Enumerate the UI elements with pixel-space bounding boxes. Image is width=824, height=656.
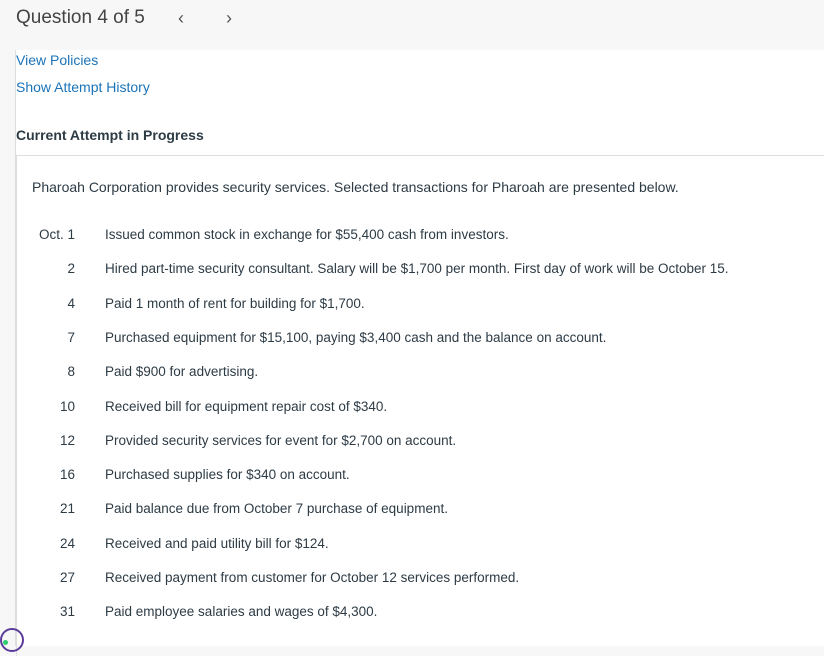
question-title: Question 4 of 5 — [16, 7, 145, 28]
transaction-description: Provided security services for event for $2,700 on account. — [105, 432, 457, 448]
question-intro: Pharoah Corporation provides security services. Selected transactions for Pharoah are presented below. — [32, 179, 679, 195]
chevron-right-icon[interactable]: › — [226, 8, 232, 28]
transaction-date: 4 — [67, 295, 75, 311]
transaction-date: 10 — [59, 398, 75, 414]
view-policies-link[interactable]: View Policies — [16, 52, 99, 68]
show-attempt-history-link[interactable]: Show Attempt History — [16, 79, 150, 95]
transaction-description: Received bill for equipment repair cost of $340. — [105, 398, 388, 414]
transaction-date: 7 — [67, 329, 75, 345]
transaction-description: Purchased equipment for $15,100, paying $3,400 cash and the balance on account. — [105, 329, 607, 345]
transaction-description: Received payment from customer for October 12 services performed. — [105, 570, 520, 585]
status-dot-icon — [3, 640, 8, 645]
transaction-date: Oct. 1 — [38, 227, 75, 242]
transaction-description: Paid $900 for advertising. — [105, 364, 259, 380]
transaction-date: 16 — [59, 467, 75, 483]
transaction-description: Purchased supplies for $340 on account. — [105, 467, 350, 483]
transaction-date: 12 — [59, 432, 75, 448]
chevron-left-icon[interactable]: ‹ — [178, 8, 184, 28]
main-content — [16, 50, 824, 646]
transaction-description: Received and paid utility bill for $124. — [105, 535, 329, 551]
transaction-description: Paid 1 month of rent for building for $1,700. — [105, 295, 365, 311]
transaction-date: 27 — [59, 570, 75, 585]
transaction-date: 21 — [59, 501, 75, 517]
question-box — [16, 155, 824, 656]
transaction-date: 8 — [67, 364, 75, 380]
transaction-date: 31 — [59, 604, 75, 620]
transaction-description: Issued common stock in exchange for $55,400 cash from investors. — [105, 227, 509, 242]
transaction-date: 24 — [59, 535, 75, 551]
transaction-description: Hired part-time security consultant. Salary will be $1,700 per month. First day of work will be October 15. — [105, 261, 729, 277]
transaction-description: Paid employee salaries and wages of $4,300. — [105, 604, 378, 620]
transaction-date: 2 — [67, 261, 75, 277]
attempt-status-label: Current Attempt in Progress — [16, 127, 204, 143]
transaction-description: Paid balance due from October 7 purchase of equipment. — [105, 501, 448, 517]
question-header — [0, 0, 824, 50]
